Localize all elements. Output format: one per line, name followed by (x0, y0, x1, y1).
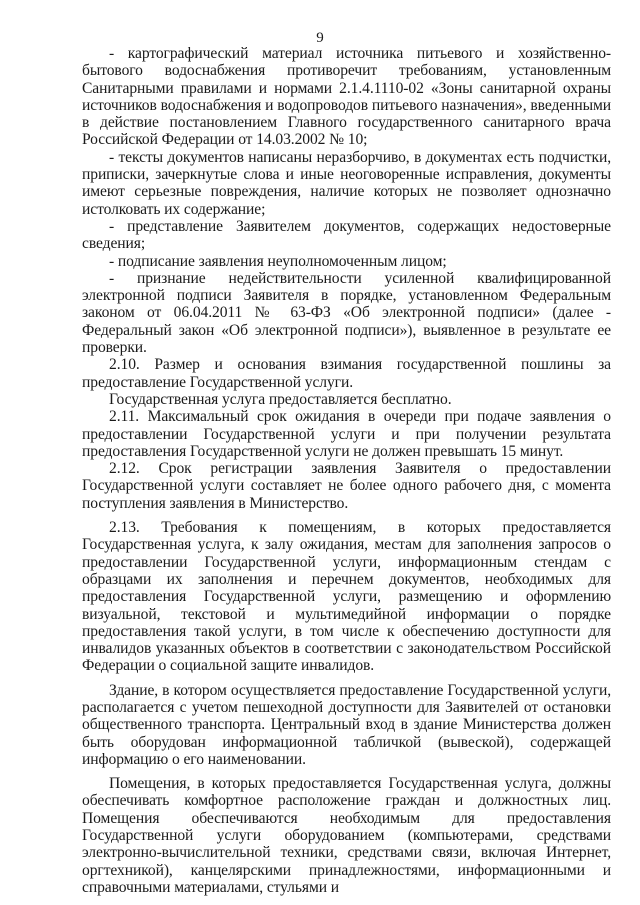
paragraph-2-13: 2.13. Требования к помещениям, в которых предоставляется Государственная услуга, к залу ожидания, местам для заполнения запросов о предоставлении Государственной услуги, информационным стендам с образцами их заполнения и перечнем документов, необходимых для предоставления Государственной услуги, размещению и оформлению визуальной, текстовой и мультимедийной информации о порядке предоставления такой услуги, в том числе к обеспечению доступности для инвалидов указанных объектов в соответствии с законодательством Российской Федерации о социальной защите инвалидов. (82, 519, 611, 675)
paragraph-2-10-heading: 2.10. Размер и основания взимания государственной пошлины за предоставление Государственной услуги. (82, 356, 611, 391)
page-number: 9 (316, 30, 324, 46)
paragraph-map-material: - картографический материал источника питьевого и хозяйственно-бытового водоснабжения противоречит требованиям, установленным Санитарными правилами и нормами 2.1.4.1110-02 «Зоны санитарной охраны источников водоснабжения и водопроводов питьевого назначения», введенными в действие постановлением Главного государственного санитарного врача Российской Федерации от 14.03.2002 № 10; (82, 45, 611, 149)
paragraph-free-of-charge: Государственная услуга предоставляется бесплатно. (109, 390, 452, 408)
paragraph-false-info: - представление Заявителем документов, содержащих недостоверные сведения; (82, 217, 611, 253)
paragraph-2-12: 2.12. Срок регистрации заявления Заявителя о предоставлении Государственной услуги составляет не более одного рабочего дня, с момента поступления заявления в Министерство. (82, 460, 611, 512)
document-body (82, 45, 611, 896)
paragraph-building: Здание, в котором осуществляется предоставление Государственной услуги, располагается с учетом пешеходной доступности для Заявителей от остановки общественного транспорта. Центральный вход в здание Министерства должен быть оборудован информационной табличкой (вывеской), содержащей информацию о его наименовании. (82, 681, 611, 768)
paragraph-2-11: 2.11. Максимальный срок ожидания в очереди при подаче заявления о предоставлении Государственной услуги и при получении результата предоставления Государственной услуги не должен превышать 15 минут. (82, 408, 611, 460)
paragraph-unauthorized-signature: - подписание заявления неуполномоченным лицом; (109, 252, 447, 270)
paragraph-premises: Помещения, в которых предоставляется Государственная услуга, должны обеспечивать комфортное расположение граждан и должностных лиц. Помещения обеспечиваются необходимым для предоставления Государственной услуги оборудованием (компьютерами, средствами электронно-вычислительной техники, средствами связи, включая Интернет, оргтехникой), канцелярскими принадлежностями, информационными и справочными материалами, стульями и (82, 775, 611, 896)
paragraph-e-signature-invalid: - признание недействительности усиленной квалифицированной электронной подписи Заявителя в порядке, установленном Федеральным законом от 06.04.2011 № 63-ФЗ «Об электронной подписи» (далее - Федеральный закон «Об электронной подписи»), выявленное в результате ее проверки. (82, 269, 611, 357)
paragraph-illegible-texts: - тексты документов написаны неразборчиво, в документах есть подчистки, приписки, зачеркнутые слова и иные неоговоренные исправления, документы имеют серьезные повреждения, наличие которых не позволяет однозначно истолковать их содержание; (82, 148, 611, 218)
